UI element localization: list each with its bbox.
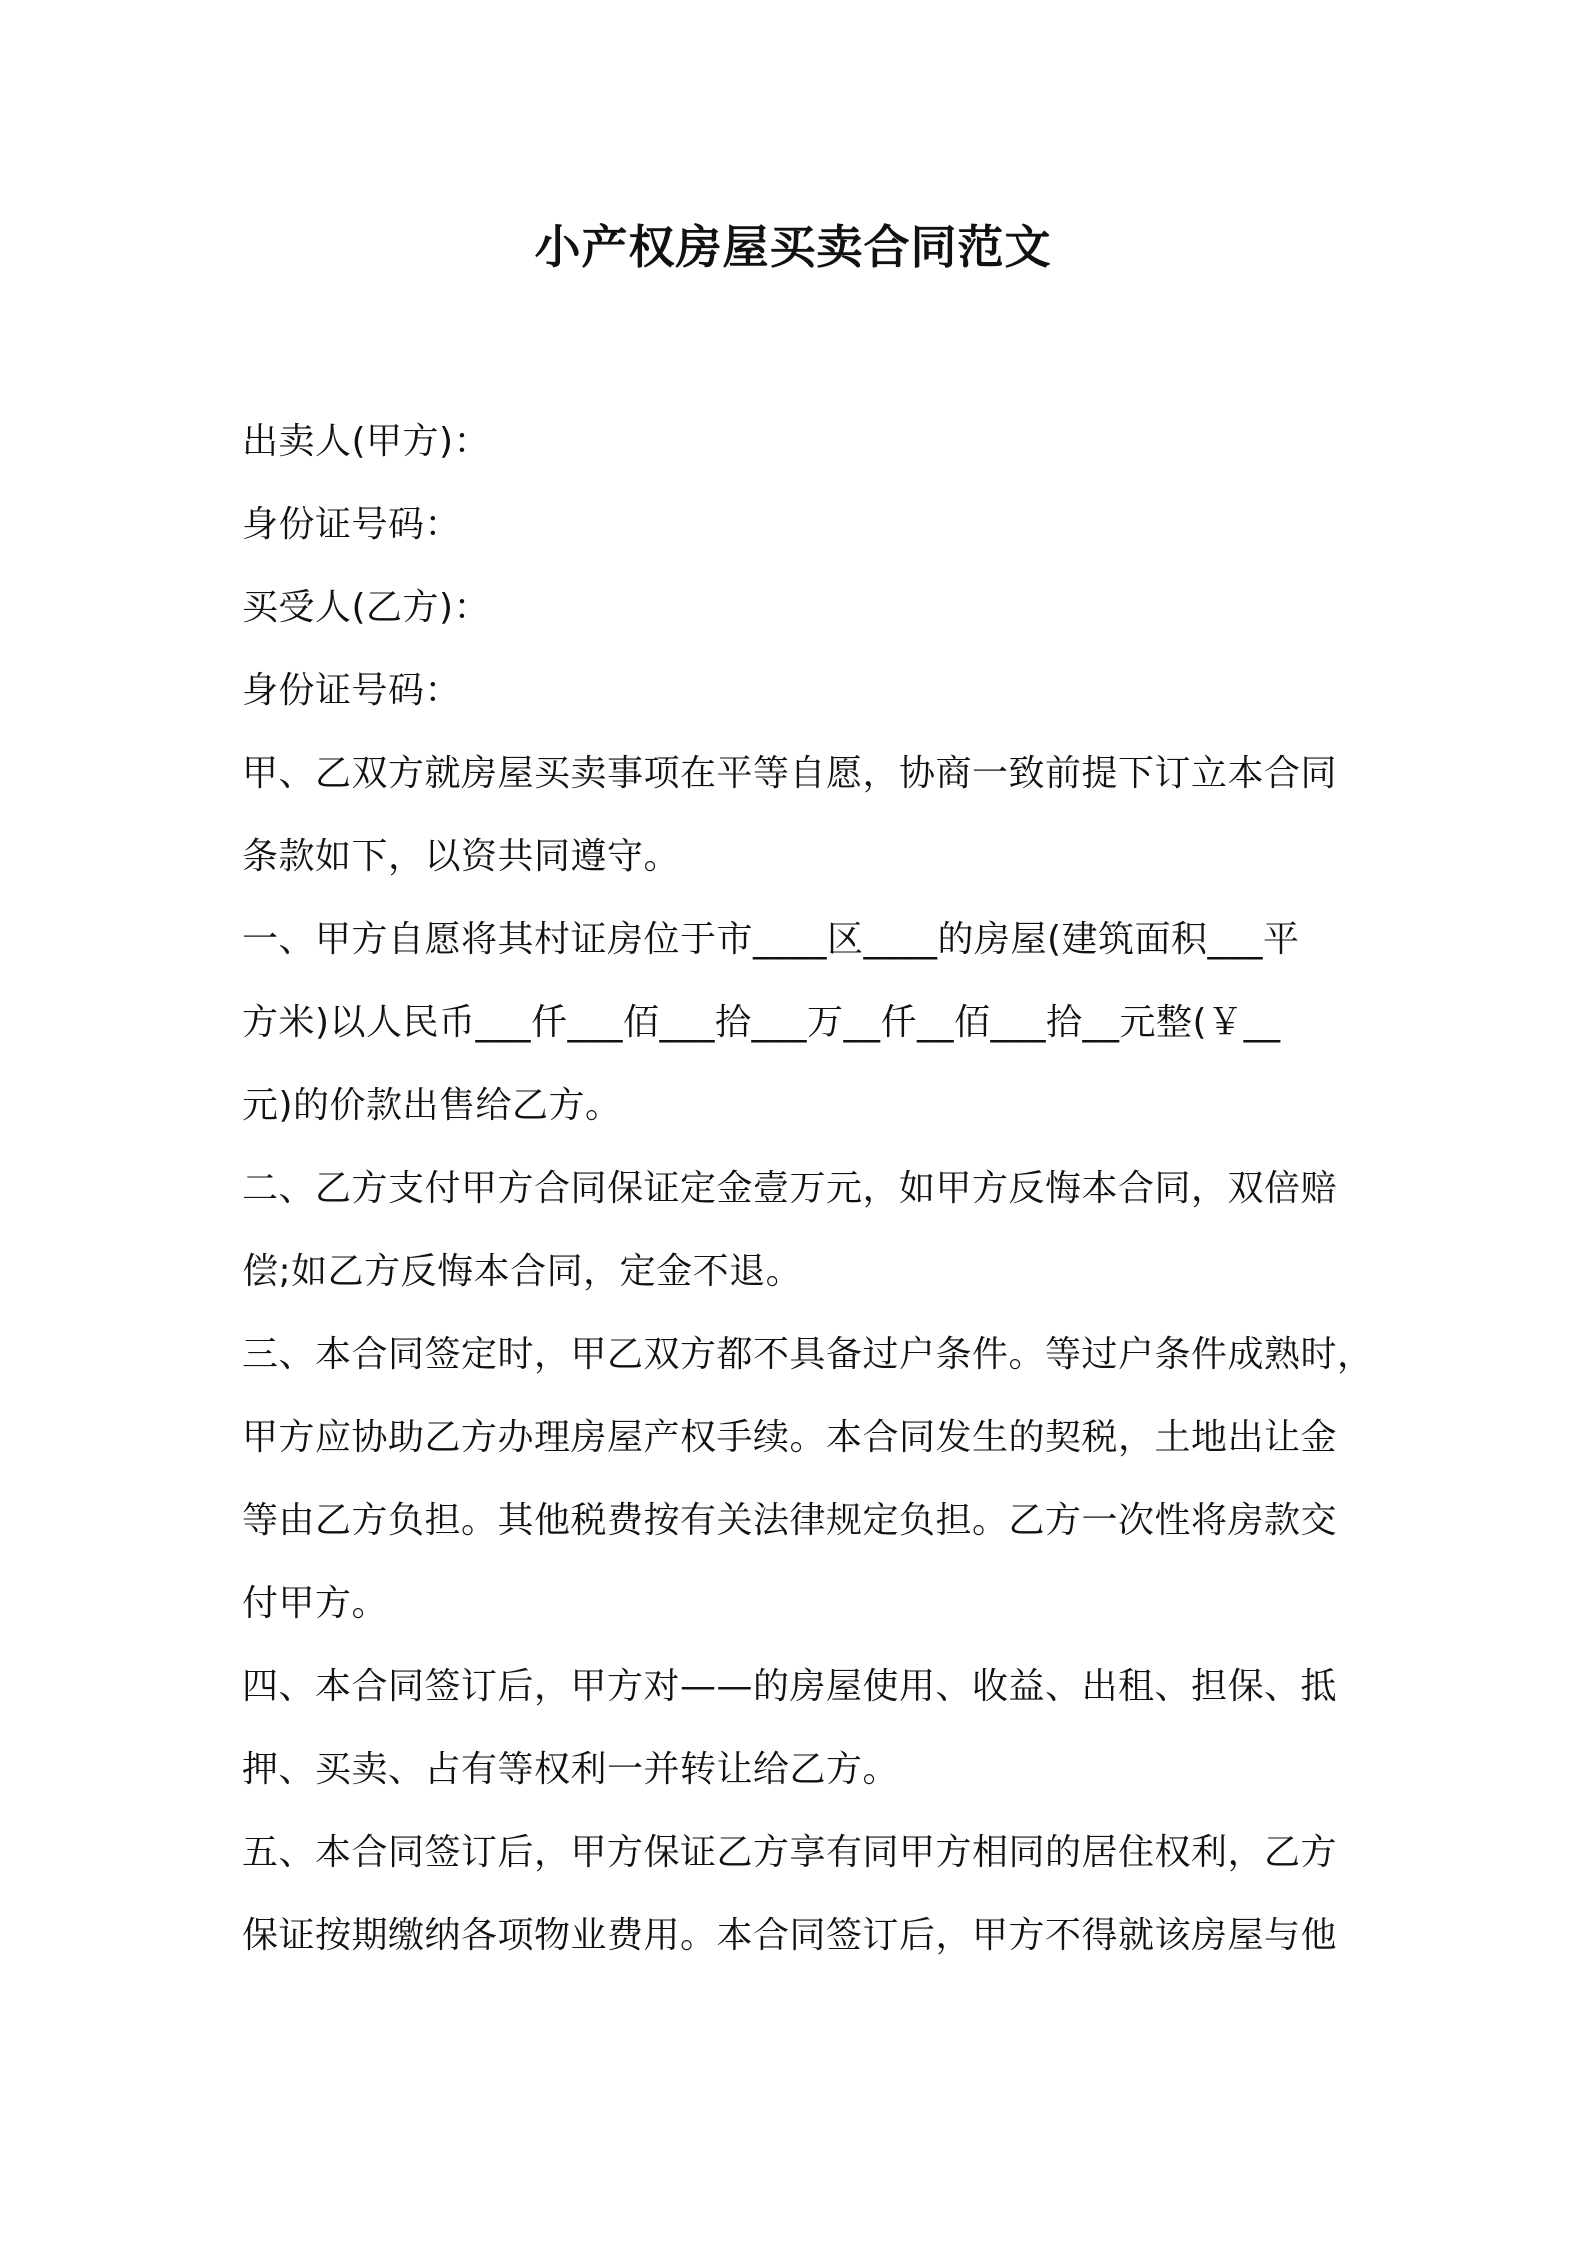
- buyer-id-line: 身份证号码：: [242, 670, 462, 711]
- document-title: 小产权房屋买卖合同范文: [534, 220, 1052, 274]
- contract-body: [242, 400, 1374, 1977]
- clause-3-line-3: 等由乙方负担。其他税费按有关法律规定负担。乙方一次性将房款交: [242, 1500, 1338, 1541]
- clause-4-line-2: 押、买卖、占有等权利一并转让给乙方。: [242, 1749, 900, 1790]
- clause-3-line-1: 三、本合同签定时，甲乙双方都不具备过户条件。等过户条件成熟时，: [242, 1334, 1374, 1375]
- clause-1-line-1: 一、甲方自愿将其村证房位于市____区____的房屋(建筑面积___平: [242, 919, 1300, 960]
- preamble-line-1: 甲、乙双方就房屋买卖事项在平等自愿，协商一致前提下订立本合同: [242, 753, 1338, 794]
- seller-line: 出卖人(甲方)：: [242, 421, 491, 462]
- preamble-line-2: 条款如下，以资共同遵守。: [242, 836, 681, 877]
- clause-3-line-4: 付甲方。: [242, 1583, 389, 1624]
- clause-5-line-1: 五、本合同签订后，甲方保证乙方享有同甲方相同的居住权利，乙方: [242, 1832, 1338, 1873]
- seller-id-line: 身份证号码：: [242, 504, 462, 545]
- clause-4-line-1: 四、本合同签订后，甲方对——的房屋使用、收益、出租、担保、抵: [242, 1666, 1338, 1707]
- clause-2-line-1: 二、乙方支付甲方合同保证定金壹万元，如甲方反悔本合同，双倍赔: [242, 1168, 1338, 1209]
- clause-2-line-2: 偿;如乙方反悔本合同，定金不退。: [242, 1251, 803, 1292]
- clause-3-line-2: 甲方应协助乙方办理房屋产权手续。本合同发生的契税，土地出让金: [242, 1417, 1338, 1458]
- clause-5-line-2: 保证按期缴纳各项物业费用。本合同签订后，甲方不得就该房屋与他: [242, 1915, 1338, 1956]
- clause-1-line-3: 元)的价款出售给乙方。: [242, 1085, 622, 1126]
- clause-1-line-2: 方米)以人民币___仟___佰___拾___万__仟__佰___拾__元整(￥__: [242, 1002, 1281, 1043]
- buyer-line: 买受人(乙方)：: [242, 587, 491, 628]
